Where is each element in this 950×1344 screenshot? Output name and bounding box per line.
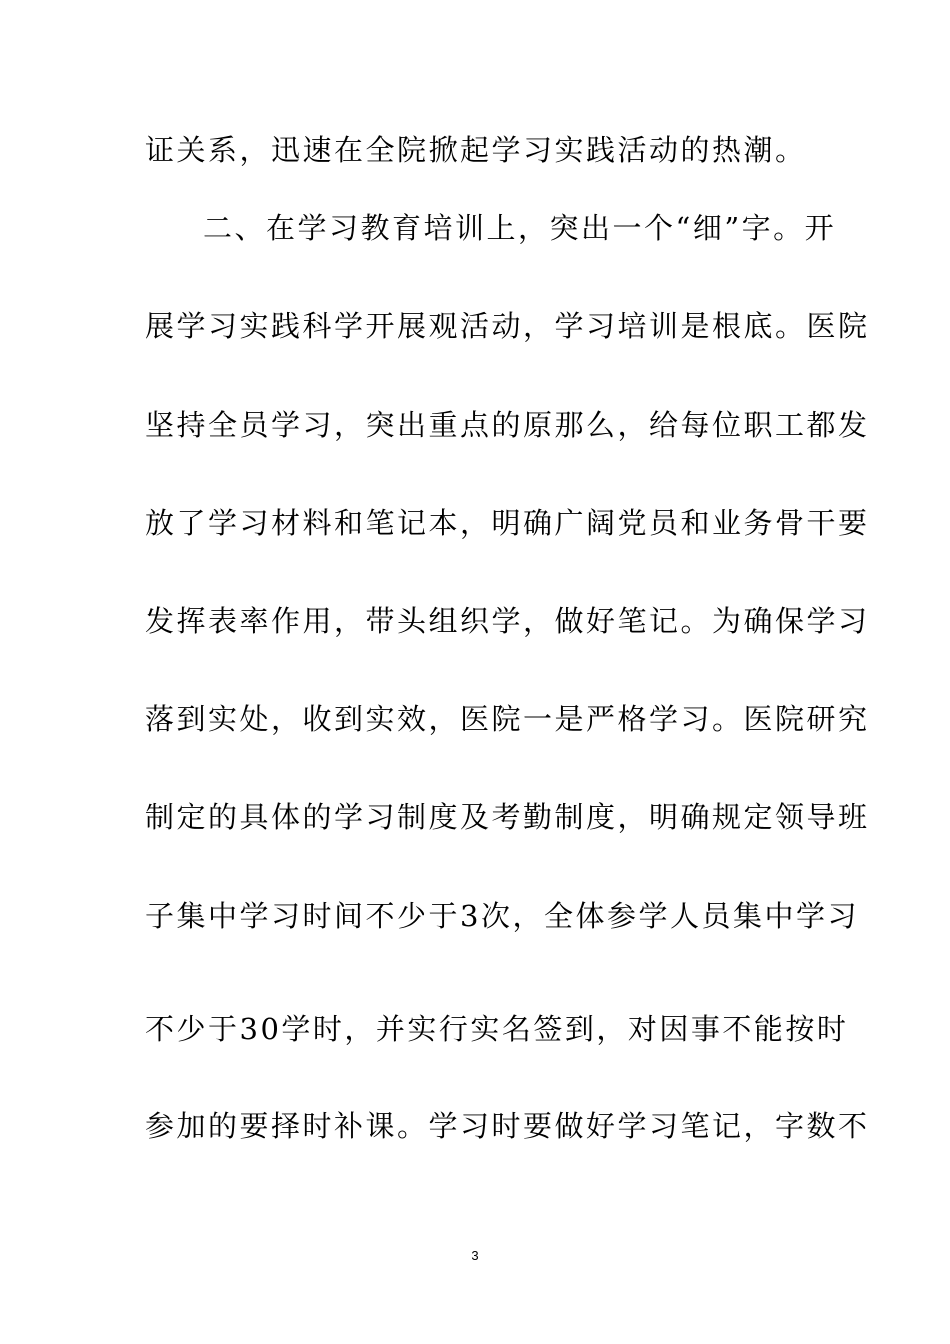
- text-line: 展学习实践科学开展观活动，学习培训是根底。医院: [145, 309, 870, 343]
- text-line: 不少于30学时，并实行实名签到，对因事不能按时: [145, 1012, 849, 1046]
- text-line: 落到实处，收到实效，医院一是严格学习。医院研究: [145, 702, 870, 736]
- text-line: 子集中学习时间不少于3次，全体参学人员集中学习: [145, 899, 859, 933]
- text-line: 参加的要择时补课。学习时要做好学习笔记，字数不: [145, 1109, 870, 1143]
- text-line: 证关系，迅速在全院掀起学习实践活动的热潮。: [145, 133, 807, 167]
- page-number: 3: [471, 1248, 479, 1263]
- text-line: 制定的具体的学习制度及考勤制度，明确规定领导班: [145, 800, 870, 834]
- text-line: 发挥表率作用，带头组织学，做好笔记。为确保学习: [145, 604, 870, 638]
- text-line: 放了学习材料和笔记本，明确广阔党员和业务骨干要: [145, 506, 870, 540]
- section-heading-line: 二、在学习教育培训上，突出一个“细”字。开: [203, 211, 837, 245]
- text-line: 坚持全员学习，突出重点的原那么，给每位职工都发: [145, 408, 870, 442]
